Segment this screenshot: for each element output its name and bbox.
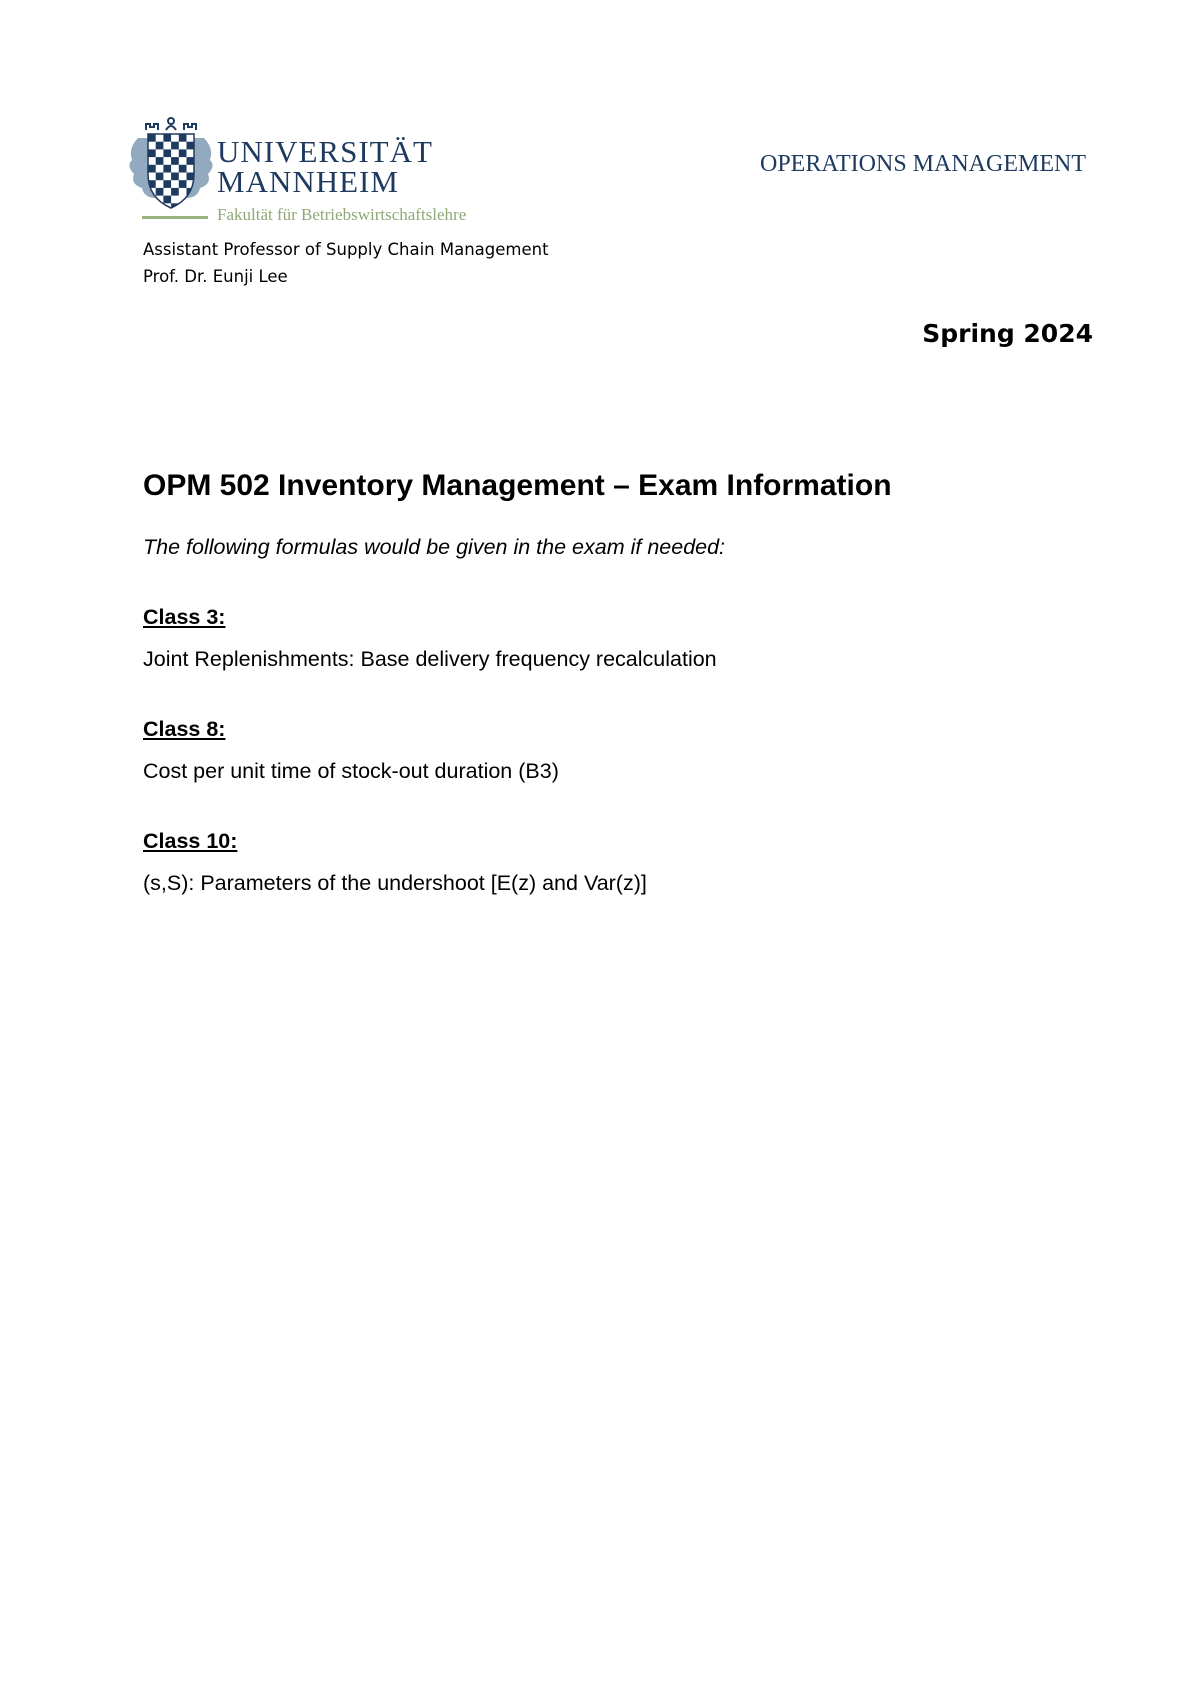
section-heading: Class 8:	[143, 717, 226, 741]
logo-divider	[142, 216, 208, 219]
department-name: OPERATIONS MANAGEMENT	[759, 151, 1086, 177]
logo-faculty-text: Fakultät für Betriebswirtschaftslehre	[217, 205, 467, 224]
document-title: OPM 502 Inventory Management – Exam Information	[143, 469, 892, 502]
section-class-8	[143, 715, 1043, 785]
section-body: (s,S): Parameters of the undershoot [E(z) and Var(z)]	[143, 871, 647, 895]
section-heading: Class 10:	[143, 829, 238, 853]
semester-term: Spring 2024	[922, 319, 1093, 348]
professor-position: Assistant Professor of Supply Chain Management	[143, 240, 549, 259]
section-class-10	[143, 827, 1043, 897]
professor-name: Prof. Dr. Eunji Lee	[143, 267, 288, 286]
professor-block	[143, 236, 549, 290]
section-body: Cost per unit time of stock-out duration (B3)	[143, 759, 559, 783]
section-class-3	[143, 603, 1043, 673]
university-crest-icon	[128, 116, 214, 216]
section-body: Joint Replenishments: Base delivery frequency recalculation	[143, 647, 717, 671]
section-heading: Class 3:	[143, 605, 226, 629]
logo-university-text: UNIVERSITÄT	[217, 134, 433, 169]
university-logo	[128, 116, 528, 226]
intro-text: The following formulas would be given in the exam if needed:	[143, 535, 726, 559]
logo-city-text: MANNHEIM	[217, 164, 399, 199]
